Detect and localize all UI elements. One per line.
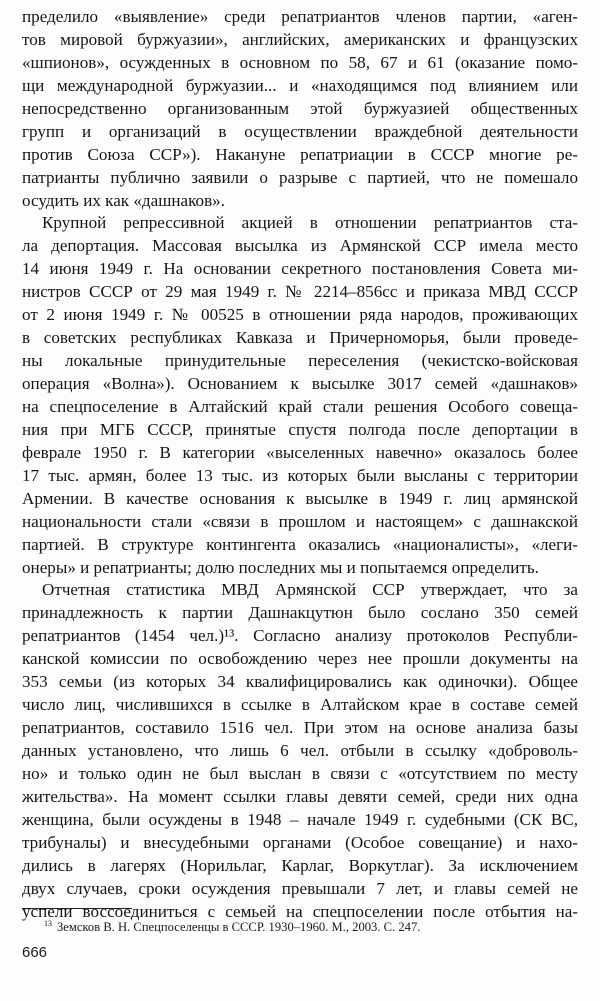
text-line: 353 семьи (из которых 34 квалифицировались как одиночки). Общее bbox=[22, 672, 578, 692]
footnote bbox=[44, 916, 574, 935]
text-line: щи международной буржуазии... и «находящимся под влиянием или bbox=[22, 75, 578, 95]
footnote-text: Земсков В. Н. Спецпоселенцы в СССР. 1930–1960. М., 2003. С. 247. bbox=[57, 920, 421, 934]
text-line: ны локальные принудительные переселения (чекистско-войсковая bbox=[22, 351, 578, 371]
text-line: в советских республиках Кавказа и Причерноморья, были проведе- bbox=[22, 328, 578, 348]
text-line: жительства». На момент ссылки главы девяти семей, среди них одна bbox=[22, 786, 578, 806]
text-line: трибуналы) и внесудебными органами (Особое совещание) и нахо- bbox=[22, 832, 578, 852]
text-line: непосредственно организованным этой буржуазией общественных bbox=[22, 98, 578, 118]
text-line: феврале 1950 г. В категории «выселенных навечно» оказалось более bbox=[22, 442, 578, 462]
text-line: канской комиссии по освобождению через нее прошли документы на bbox=[22, 649, 578, 669]
text-line: число лиц, числившихся в ссылке в Алтайском крае в составе семей bbox=[22, 695, 578, 715]
footnote-separator bbox=[22, 908, 132, 909]
text-line: двух случаев, сроки осуждения превышали 7 лет, и главы семей не bbox=[22, 878, 578, 898]
text-line: но» и только один не был выслан в связи с «отсутствием по месту bbox=[22, 763, 578, 783]
text-line: ния при МГБ СССР, принятые спустя полгода после депортации в bbox=[22, 419, 578, 439]
text-line: патрианты публично заявили о разрыве с партией, что не помешало bbox=[22, 167, 578, 187]
text-line: репатриантов, составило 1516 чел. При этом на основе анализа базы bbox=[22, 718, 578, 738]
text-line: ла депортация. Массовая высылка из Армянской ССР имела место bbox=[22, 236, 578, 256]
text-line: партией. В структуре контингента оказались «националисты», «леги- bbox=[22, 534, 578, 554]
text-line: Крупной репрессивной акцией в отношении репатриантов ста- bbox=[42, 213, 578, 233]
text-line: 14 июня 1949 г. На основании секретного постановления Совета ми- bbox=[22, 259, 578, 279]
text-line: на спецпоселение в Алтайский край стали решения Особого совеща- bbox=[22, 396, 578, 416]
text-line: женщина, были осуждены в 1948 – начале 1949 г. судебными (СК ВС, bbox=[22, 809, 578, 829]
text-line: Армении. В качестве основания к высылке в 1949 г. лиц армянской bbox=[22, 488, 578, 508]
text-line: операция «Волна»). Основанием к высылке 3017 семей «дашнаков» bbox=[22, 374, 578, 393]
text-line: онеры» и репатрианты; долю последних мы и попытаемся определить. bbox=[22, 557, 539, 577]
text-line: данных установлено, что лишь 6 чел. отбыли в ссылку «доброволь- bbox=[22, 741, 578, 760]
text-line: пределило «выявление» среди репатриантов членов партии, «аген- bbox=[22, 7, 578, 26]
text-line: от 2 июня 1949 г. № 00525 в отношении ряда народов, проживающих bbox=[22, 305, 578, 325]
text-line: репатриантов (1454 чел.)¹³. Согласно анализу протоколов Республи- bbox=[22, 626, 578, 646]
text-line: тов мировой буржуазии», английских, американских и французских bbox=[22, 29, 578, 49]
text-line: успели воссоединиться с семьей на спецпоселении после отбытия на- bbox=[22, 901, 578, 921]
text-line: нистров СССР от 29 мая 1949 г. № 2214–856сс и приказа МВД СССР bbox=[22, 282, 578, 302]
text-line: осудить их как «дашнаков». bbox=[22, 190, 225, 210]
text-line: Отчетная статистика МВД Армянской ССР утверждает, что за bbox=[42, 580, 578, 600]
text-line: дились в лагерях (Норильлаг, Карлаг, Воркутлаг). За исключением bbox=[22, 855, 578, 875]
footnote-marker: 13 bbox=[44, 919, 52, 928]
text-line: национальности стали «связи в прошлом и настоящем» с дашнакской bbox=[22, 511, 578, 531]
text-line: 17 тыс. армян, более 13 тыс. из которых были высланы с территории bbox=[22, 465, 578, 485]
body-text bbox=[22, 6, 578, 924]
text-line: «шпионов», осужденных в основном по 58, 67 и 61 (оказание помо- bbox=[22, 52, 578, 72]
page-number: 666 bbox=[22, 944, 48, 961]
text-line: против Союза ССР»). Накануне репатриации в СССР многие ре- bbox=[22, 144, 578, 164]
text-line: принадлежность к партии Дашнакцутюн было сослано 350 семей bbox=[22, 603, 578, 623]
text-line: групп и организаций в осуществлении враждебной деятельности bbox=[22, 121, 578, 141]
